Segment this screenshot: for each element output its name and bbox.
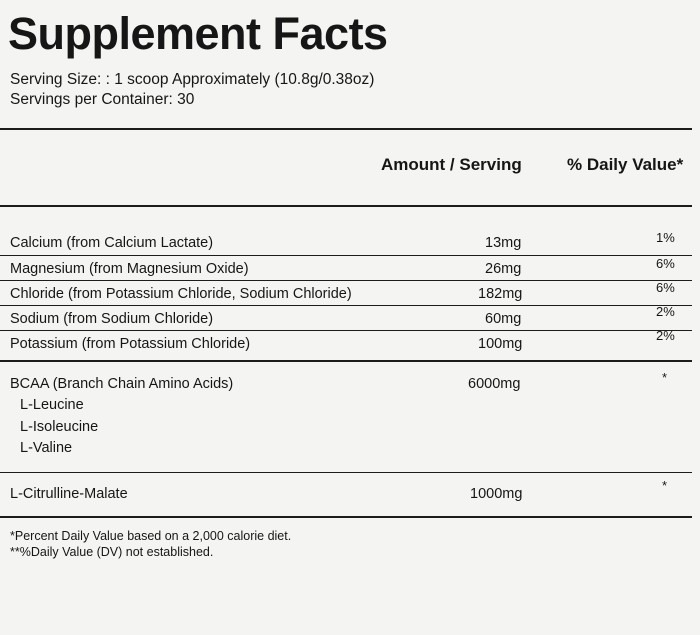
- nutrient-dv-potassium: 2%: [656, 328, 675, 343]
- label-title: Supplement Facts: [8, 8, 388, 59]
- nutrient-name-chloride: Chloride (from Potassium Chloride, Sodium Chloride): [10, 286, 352, 302]
- row-divider: [0, 330, 692, 331]
- nutrient-dv-sodium: 2%: [656, 304, 675, 319]
- nutrient-name-sodium: Sodium (from Sodium Chloride): [10, 311, 214, 327]
- footnote-daily-value: *Percent Daily Value based on a 2,000 calorie diet.: [10, 529, 292, 543]
- bcaa-component-isoleucine: L-Isoleucine: [20, 419, 99, 435]
- divider-bcaa: [0, 472, 692, 473]
- header-amount: Amount / Serving: [381, 155, 522, 174]
- nutrient-amount-chloride: 182mg: [478, 286, 523, 302]
- nutrient-name-magnesium: Magnesium (from Magnesium Oxide): [10, 261, 249, 277]
- serving-info: [10, 70, 374, 110]
- bcaa-dv: *: [662, 370, 668, 385]
- divider-bottom: [0, 516, 692, 518]
- bcaa-component-valine: L-Valine: [20, 440, 73, 456]
- nutrient-name-calcium: Calcium (from Calcium Lactate): [10, 235, 214, 251]
- footnote-not-established: **%Daily Value (DV) not established.: [10, 545, 214, 559]
- serving-size: Serving Size: : 1 scoop Approximately (10.8g/0.38oz): [10, 71, 375, 88]
- divider-nutrients: [0, 360, 692, 362]
- nutrient-amount-potassium: 100mg: [478, 336, 523, 352]
- divider-top: [0, 128, 692, 130]
- citrulline-amount: 1000mg: [470, 486, 523, 502]
- row-divider: [0, 255, 692, 256]
- servings-per-container: Servings per Container: 30: [10, 91, 195, 108]
- nutrient-amount-calcium: 13mg: [485, 235, 522, 251]
- nutrient-name-potassium: Potassium (from Potassium Chloride): [10, 336, 251, 352]
- row-divider: [0, 280, 692, 281]
- nutrient-dv-magnesium: 6%: [656, 256, 675, 271]
- nutrient-amount-magnesium: 26mg: [485, 261, 522, 277]
- bcaa-name: BCAA (Branch Chain Amino Acids): [10, 376, 234, 392]
- row-divider: [0, 305, 692, 306]
- nutrient-dv-calcium: 1%: [656, 230, 675, 245]
- divider-header: [0, 205, 692, 207]
- citrulline-name: L-Citrulline-Malate: [10, 486, 128, 502]
- nutrient-dv-chloride: 6%: [656, 280, 675, 295]
- citrulline-dv: *: [662, 478, 668, 493]
- header-daily-value: % Daily Value*: [567, 155, 684, 174]
- bcaa-amount: 6000mg: [468, 376, 521, 392]
- bcaa-component-leucine: L-Leucine: [20, 397, 84, 413]
- nutrient-amount-sodium: 60mg: [485, 311, 522, 327]
